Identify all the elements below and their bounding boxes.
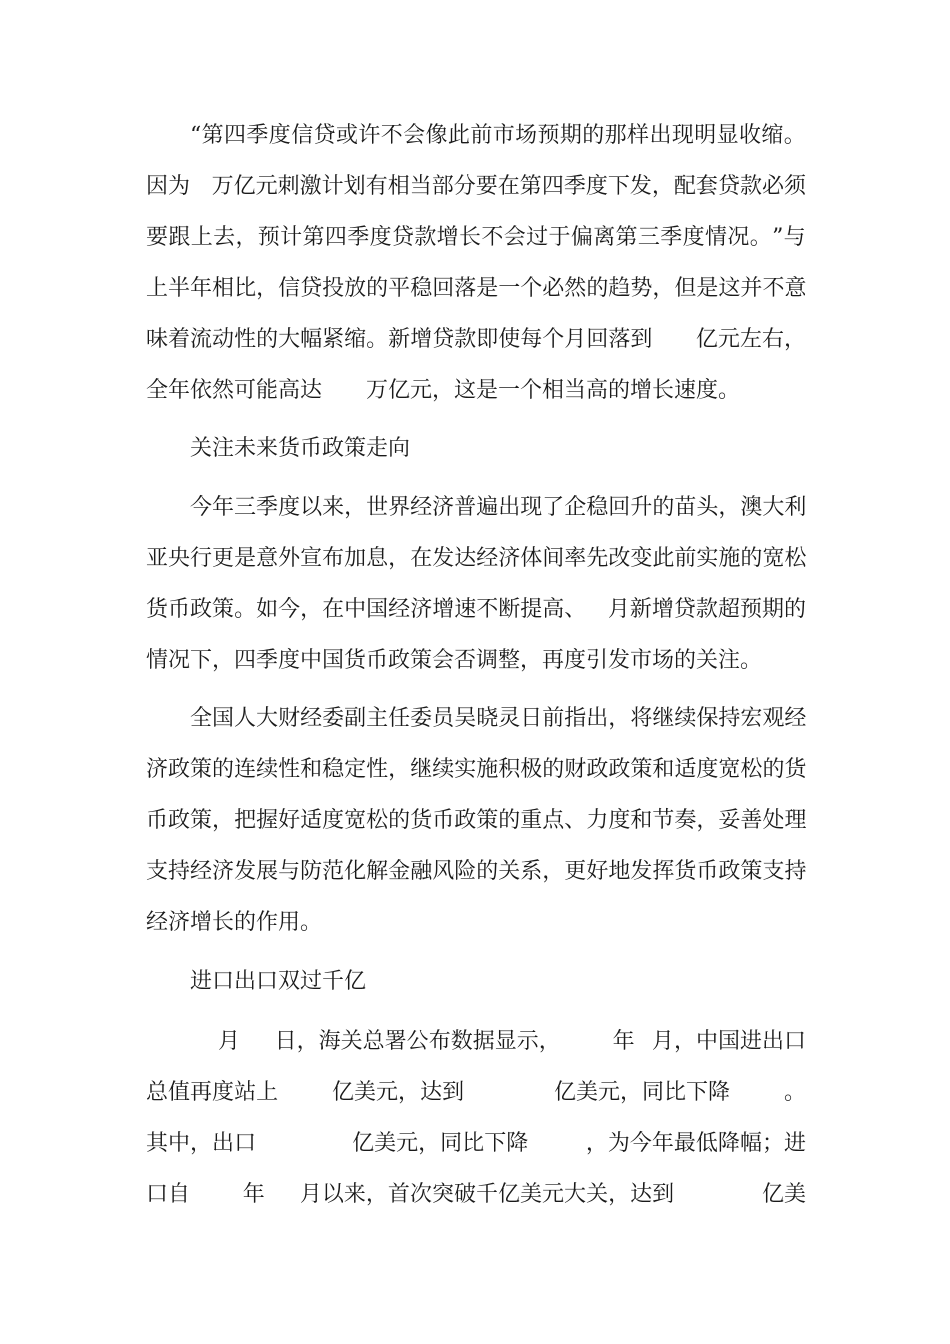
paragraph-line: 要 跟 上 去 ， 预 计 第 四 季 度 贷 款 增 长 不 会 过 于 偏 离 第 三 季 度 情 况 。 ” 与 bbox=[146, 225, 806, 250]
paragraph-line: 情况下，四季度中国货币政策会否调整，再度引发市场的关注。 bbox=[146, 648, 763, 673]
paragraph-line: 经济增长的作用。 bbox=[146, 910, 323, 935]
section-heading: 进口出口双过千亿 bbox=[190, 969, 367, 994]
paragraph-line: 其 中 ， 出 口 亿 美 元 ， 同 比 下 降 ， 为 今 年 最 低 降 幅 ； 进 bbox=[146, 1131, 806, 1156]
paragraph-line: 今 年 三 季 度 以 来 ， 世 界 经 济 普 遍 出 现 了 企 稳 回 升 的 苗 头 ， 澳 大 利 bbox=[190, 495, 807, 520]
paragraph-line: 支 持 经 济 发 展 与 防 范 化 解 金 融 风 险 的 关 系 ， 更 好 地 发 挥 货 币 政 策 支 持 bbox=[146, 859, 807, 884]
paragraph-line: 味 着 流 动 性 的 大 幅 紧 缩 。 新 增 贷 款 即 使 每 个 月 回 落 到 亿 元 左 右 ， bbox=[146, 327, 806, 352]
paragraph-line: 亚 央 行 更 是 意 外 宣 布 加 息 ， 在 发 达 经 济 体 间 率 先 改 变 此 前 实 施 的 宽 松 bbox=[146, 546, 807, 571]
paragraph-line: 月 日 ， 海 关 总 署 公 布 数 据 显 示 ， 年 月 ， 中 国 进 出 口 bbox=[218, 1029, 807, 1054]
paragraph-line: 上 半 年 相 比 ， 信 贷 投 放 的 平 稳 回 落 是 一 个 必 然 的 趋 势 ， 但 是 这 并 不 意 bbox=[146, 276, 807, 301]
paragraph-line: 口 自 年 月 以 来 ， 首 次 突 破 千 亿 美 元 大 关 ， 达 到 亿 美 bbox=[146, 1182, 806, 1207]
paragraph-line: 全 国 人 大 财 经 委 副 主 任 委 员 吴 晓 灵 日 前 指 出 ， 将 继 续 保 持 宏 观 经 bbox=[190, 706, 807, 731]
paragraph-line: 币 政 策 ， 把 握 好 适 度 宽 松 的 货 币 政 策 的 重 点 、 力 度 和 节 奏 ， 妥 善 处 理 bbox=[146, 808, 807, 833]
paragraph-line: 货 币 政 策 。 如 今 ， 在 中 国 经 济 增 速 不 断 提 高 、 月 新 增 贷 款 超 预 期 的 bbox=[146, 597, 806, 622]
paragraph-line: “ 第 四 季 度 信 贷 或 许 不 会 像 此 前 市 场 预 期 的 那 样 出 现 明 显 收 缩 。 bbox=[190, 123, 806, 148]
section-heading: 关注未来货币政策走向 bbox=[190, 436, 411, 461]
paragraph-line: 因 为 万 亿 元 刺 激 计 划 有 相 当 部 分 要 在 第 四 季 度 下 发 ， 配 套 贷 款 必 须 bbox=[146, 174, 806, 199]
paragraph-line: 济 政 策 的 连 续 性 和 稳 定 性 ， 继 续 实 施 积 极 的 财 政 政 策 和 适 度 宽 松 的 货 bbox=[146, 757, 807, 782]
paragraph-line: 总 值 再 度 站 上 亿 美 元 ， 达 到 亿 美 元 ， 同 比 下 降 。 bbox=[146, 1080, 806, 1105]
paragraph-line: 全年依然可能高达 万亿元，这是一个相当高的增长速度。 bbox=[146, 378, 741, 403]
